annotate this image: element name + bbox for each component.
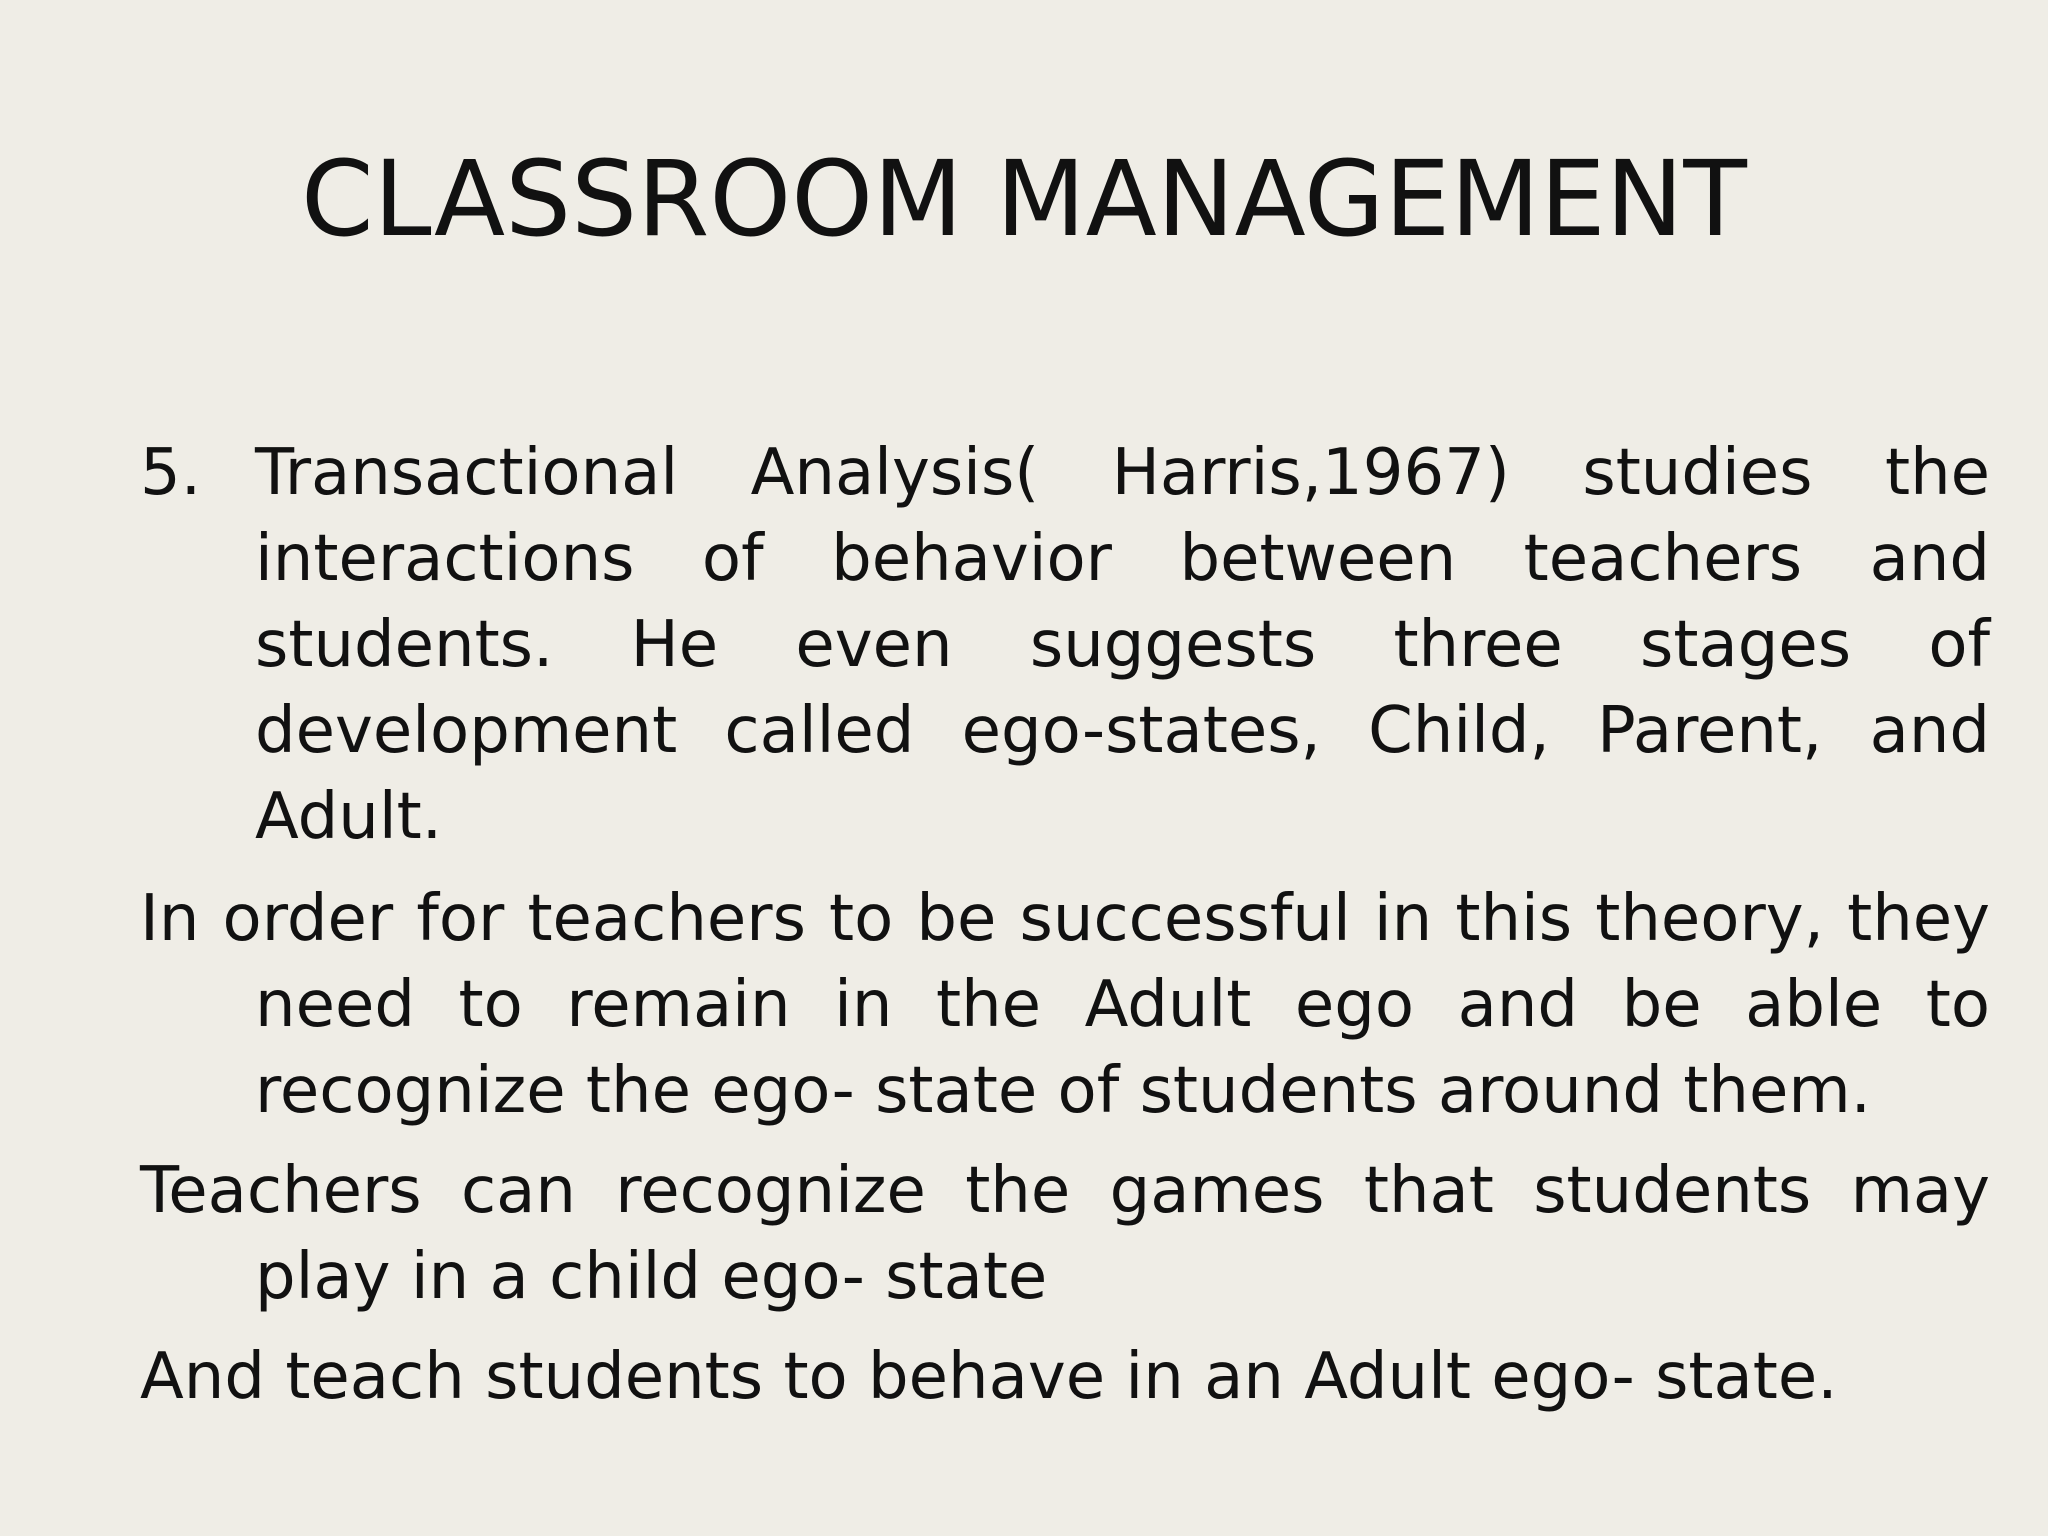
- body-paragraph-4: [140, 1334, 1990, 1420]
- slide-title: CLASSROOM MANAGEMENT: [301, 138, 1747, 260]
- body-paragraph-2: [140, 876, 1990, 1134]
- slide-body: [140, 430, 1990, 1434]
- body-paragraph-3: [140, 1148, 1990, 1320]
- body-paragraph-1: [140, 430, 1990, 860]
- paragraph-text: Transactional Analysis( Harris,1967) studies the interactions of behavior between teachers and students. He even suggests three stages of development called ego-states, Child, Parent, and Adult.: [255, 436, 1990, 854]
- paragraph-text: In order for teachers to be successful in this theory, they need to remain in the Adult ego and be able to recognize the ego- state of students around them.: [140, 882, 1990, 1128]
- paragraph-text: Teachers can recognize the games that students may play in a child ego- state: [140, 1154, 1990, 1314]
- list-number: 5.: [140, 436, 202, 510]
- paragraph-text: And teach students to behave in an Adult ego- state.: [140, 1340, 1838, 1414]
